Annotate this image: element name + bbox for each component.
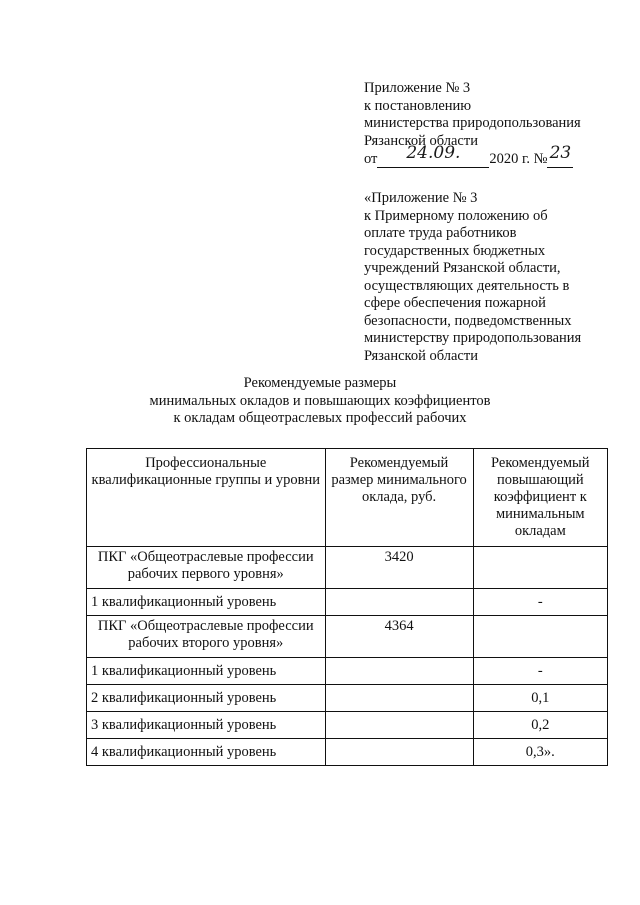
quote-line: к Примерному положению об (364, 207, 548, 224)
title-line: к окладам общеотраслевых профессий рабочих (173, 410, 467, 426)
quote-line: Рязанской области (364, 347, 478, 364)
table-row (87, 658, 608, 685)
year-number-label: 2020 г. № (489, 150, 548, 167)
table-row (87, 712, 608, 739)
number-field (547, 143, 573, 168)
row-coefficient: - (473, 589, 607, 616)
row-coefficient (473, 616, 607, 658)
appendix-line: министерства природопользования (364, 115, 581, 131)
row-coefficient: 0,1 (473, 685, 607, 712)
row-coefficient: 0,3». (473, 739, 607, 766)
row-salary: 4364 (325, 616, 473, 658)
header-salary: Рекомендуемый размер минимального оклада, руб. (325, 449, 473, 547)
row-salary (325, 658, 473, 685)
title-line: Рекомендуемые размеры (243, 375, 397, 391)
handwritten-date: 24.09. (406, 143, 461, 163)
row-label: 1 квалификационный уровень (87, 658, 326, 685)
appendix-line: к постановлению (364, 97, 472, 114)
quote-line: государственных бюджетных (364, 242, 546, 259)
header-groups: Профессиональные квалификационные группы и уровни (87, 449, 326, 547)
date-number-line (364, 143, 614, 168)
quote-line: безопасности, подведомственных (364, 312, 572, 329)
handwritten-number: 23 (549, 143, 572, 163)
salary-table (86, 448, 608, 766)
quote-line: осуществляющих деятельность в (364, 277, 570, 294)
table-header-row (87, 449, 608, 547)
row-coefficient (473, 547, 607, 589)
header-coefficient: Рекомендуемый повышающий коэффициент к минимальным окладам (473, 449, 607, 547)
row-label: ПКГ «Общеотраслевые профессии рабочих первого уровня» (87, 547, 326, 589)
title-line: минимальных окладов и повышающих коэффициентов (149, 392, 491, 409)
table-row (87, 685, 608, 712)
appendix-line: Рязанской области (364, 132, 478, 149)
table-row (87, 589, 608, 616)
date-field (377, 143, 489, 168)
quote-line: оплате труда работников (364, 225, 517, 241)
document-title (100, 375, 540, 428)
row-salary (325, 739, 473, 766)
table-row (87, 547, 608, 589)
row-salary (325, 712, 473, 739)
row-coefficient: - (473, 658, 607, 685)
quoted-appendix-block (364, 190, 614, 365)
row-label: 1 квалификационный уровень (87, 589, 326, 616)
table-row (87, 616, 608, 658)
quote-line: министерству природопользования (364, 330, 582, 346)
row-salary (325, 685, 473, 712)
table-row (87, 739, 608, 766)
row-coefficient: 0,2 (473, 712, 607, 739)
row-label: 2 квалификационный уровень (87, 685, 326, 712)
quote-line: «Приложение № 3 (364, 190, 478, 206)
row-label: 3 квалификационный уровень (87, 712, 326, 739)
appendix-line: Приложение № 3 (364, 80, 471, 96)
row-label: 4 квалификационный уровень (87, 739, 326, 766)
row-salary (325, 589, 473, 616)
row-label: ПКГ «Общеотраслевые профессии рабочих второго уровня» (87, 616, 326, 658)
quote-line: учреждений Рязанской области, (364, 260, 561, 276)
row-salary: 3420 (325, 547, 473, 589)
appendix-block (364, 80, 614, 168)
date-prefix: от (364, 150, 378, 167)
quote-line: сфере обеспечения пожарной (364, 295, 546, 311)
